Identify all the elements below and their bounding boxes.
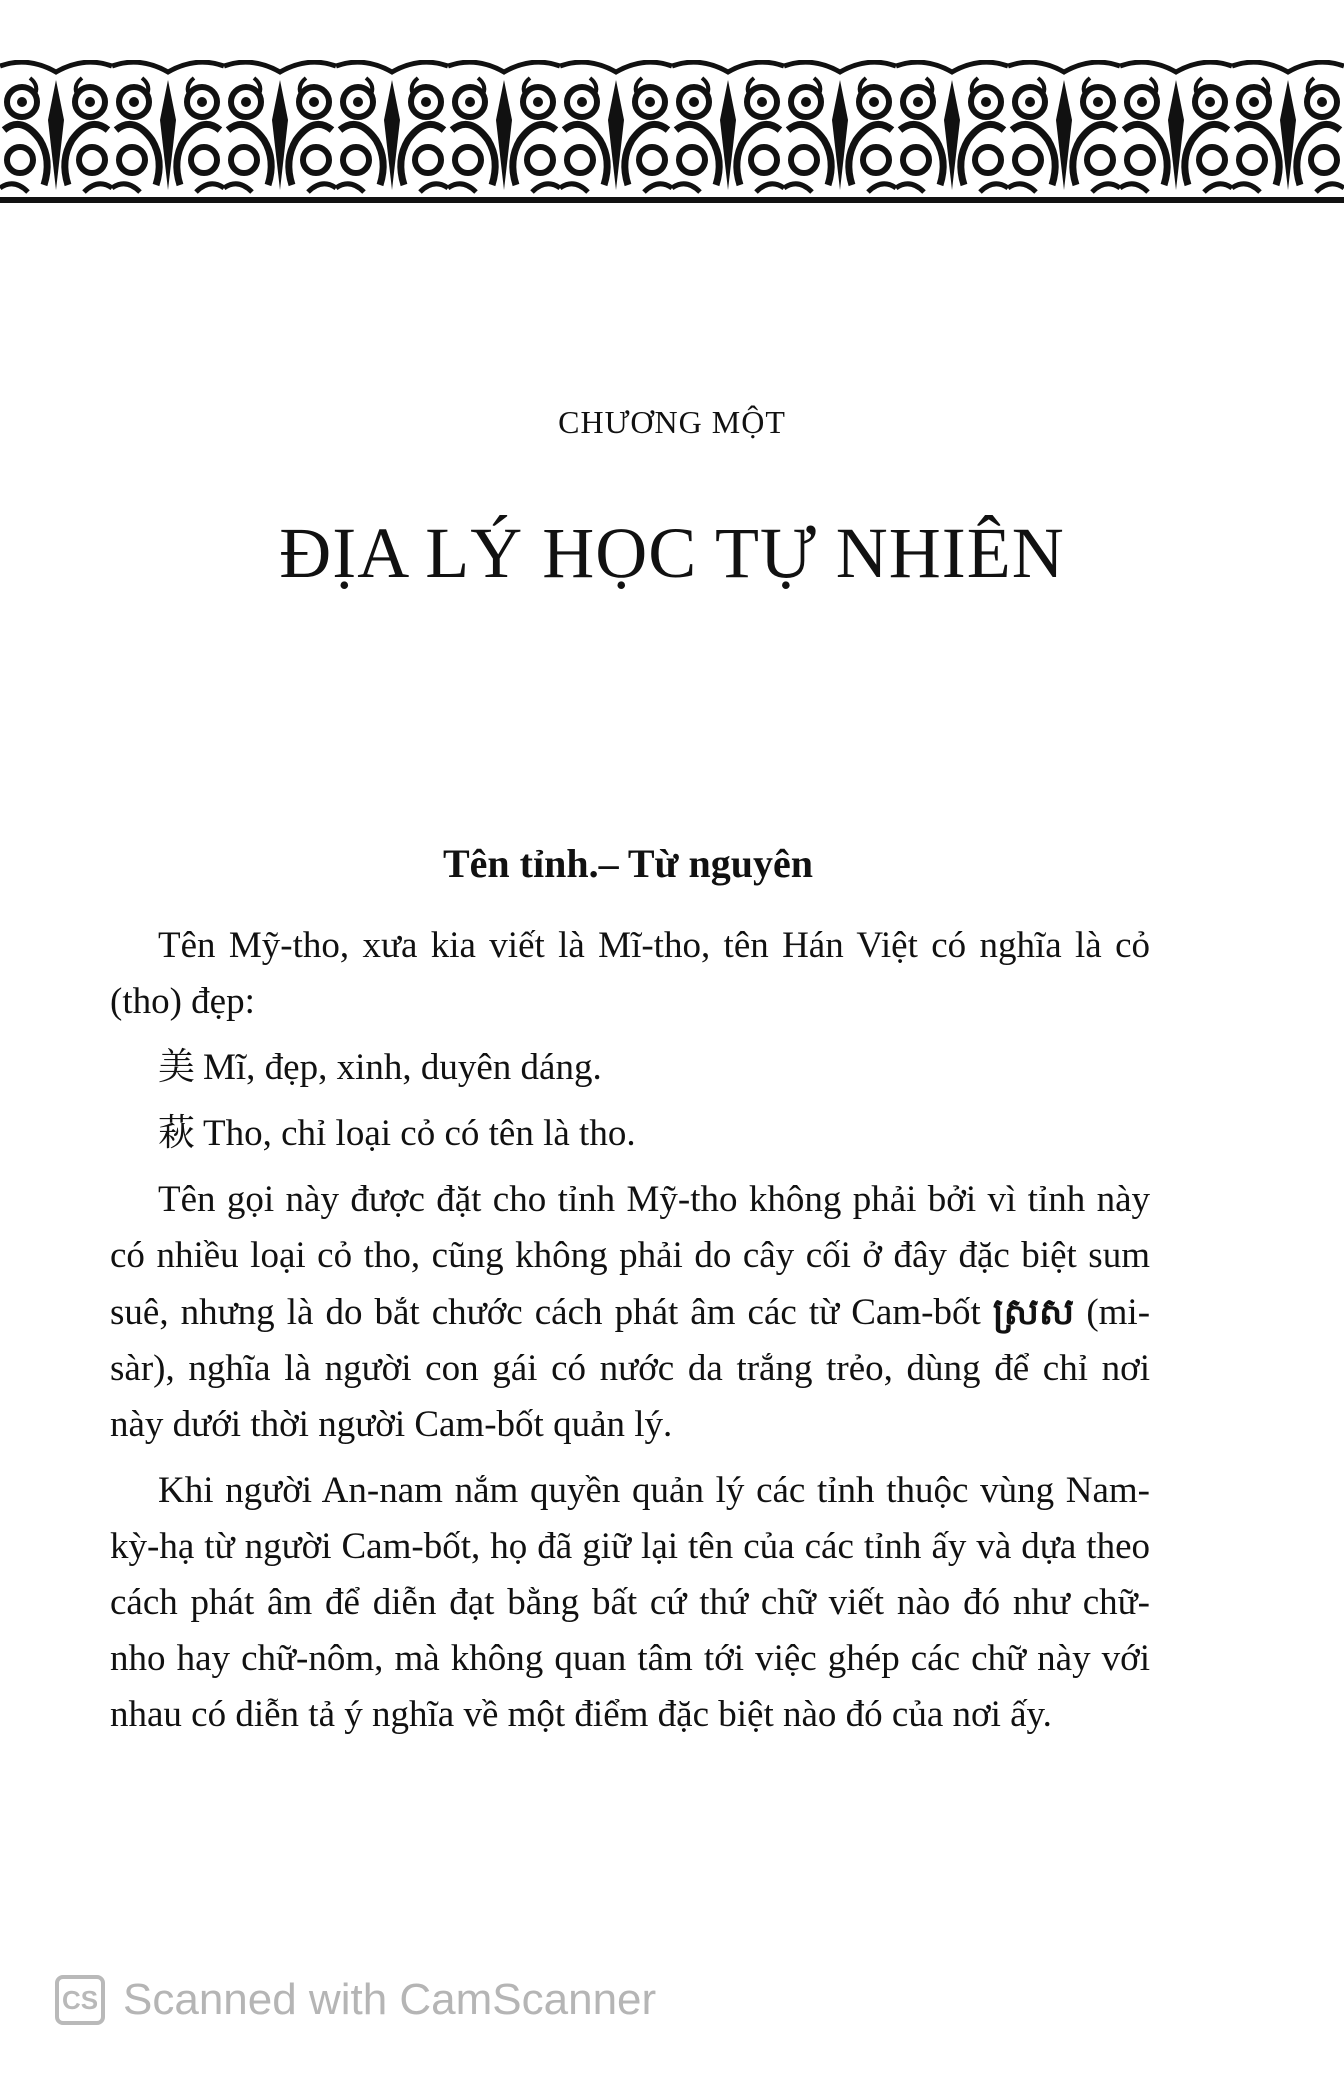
history-paragraph: Khi người An-nam nắm quyền quản lý các tỉnh thuộc vùng Nam-kỳ-hạ từ người Cam-bốt, họ đã giữ lại tên của các tỉnh ấy và dựa theo cách phát âm để diễn đạt bằng bất cứ thứ chữ viết nào đó như chữ-nho hay chữ-nôm, mà không quan tâm tới việc ghép các chữ này với nhau có diễn tả ý nghĩa về một điểm đặc biệt nào đó của nơi ấy. (110, 1470, 1150, 1735)
body-text (110, 918, 1150, 1753)
khmer-word: ស្រស (992, 1290, 1075, 1333)
etymology-paragraph (110, 1172, 1150, 1453)
camscanner-watermark (55, 1975, 656, 2025)
paragraph-text: Tên gọi này được đặt cho tỉnh Mỹ-tho không phải bởi vì tỉnh này có nhiều loại cỏ tho, cũng không phải do cây cối ở đây đặc biệt sum suê, nhưng là do bắt chước cách phát âm các từ Cam-bốt (110, 1179, 1150, 1333)
definition-item (110, 1040, 1150, 1096)
definition-text: Mĩ, đẹp, xinh, duyên dáng. (203, 1047, 602, 1088)
chapter-title: ĐỊA LÝ HỌC TỰ NHIÊN (279, 513, 1065, 593)
ornamental-border (0, 60, 1344, 210)
han-character: 萩 (158, 1113, 195, 1154)
intro-paragraph: Tên Mỹ-tho, xưa kia viết là Mĩ-tho, tên Hán Việt có nghĩa là cỏ (tho) đẹp: (110, 925, 1150, 1022)
definition-text: Tho, chỉ loại cỏ có tên là tho. (203, 1113, 636, 1154)
paragraph-text: (mi-sàr), nghĩa là người con gái có nước da trắng trẻo, dùng để chỉ nơi này dưới thời người Cam-bốt quản lý. (110, 1292, 1151, 1445)
chapter-label: CHƯƠNG MỘT (558, 404, 786, 440)
section-heading: Tên tỉnh.– Từ nguyên (442, 841, 814, 886)
camscanner-logo-icon: CS (55, 1975, 105, 2025)
watermark-text: Scanned with CamScanner (123, 1975, 657, 2024)
definition-item (110, 1106, 1150, 1162)
han-character: 美 (158, 1047, 195, 1088)
